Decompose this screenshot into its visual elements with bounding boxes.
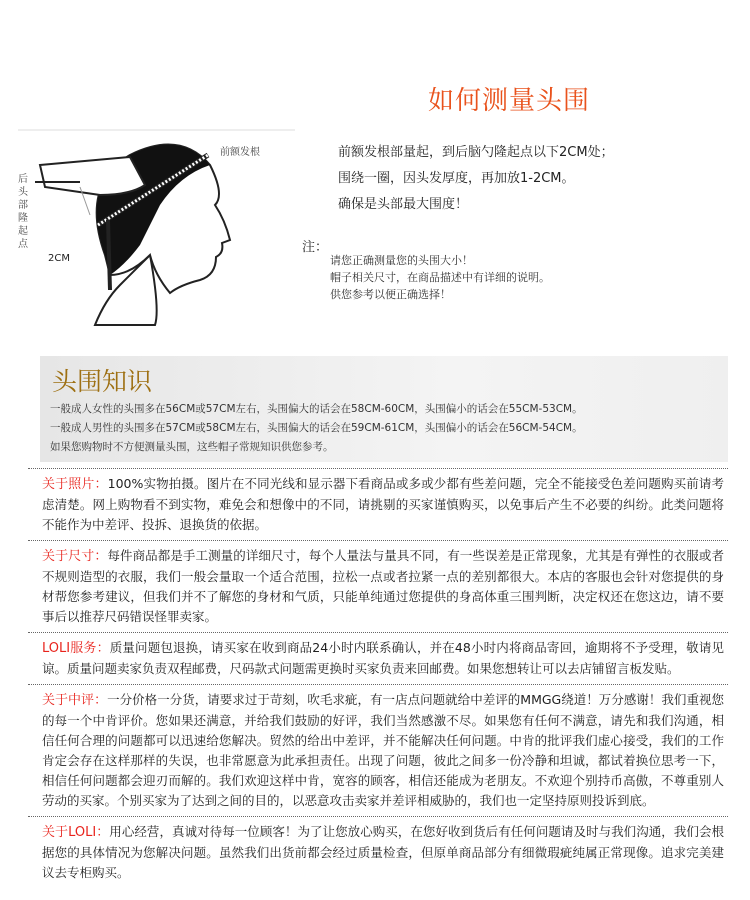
note-line: 请您正确测量您的头围大小！ xyxy=(330,254,473,267)
policy-sections xyxy=(28,466,728,886)
divider xyxy=(28,632,728,633)
section-about-loli xyxy=(28,819,728,886)
divider xyxy=(28,540,728,541)
section-label: LOLI服务： xyxy=(42,641,110,656)
knowledge-line: 如果您购物时不方便测量头围，这些帽子常规知识供您参考。 xyxy=(50,441,334,453)
note-label: 注： xyxy=(302,240,329,255)
divider xyxy=(28,816,728,817)
section-text: 一分价格一分货，请要求过于苛刻，吹毛求疵，有一店点问题就给中差评的MMGG绕道！万分感谢！我们重视您的每一个中肯评价。您如果还满意，并给我们鼓励的好评，我们当然感激不尽。如果您有任何不满意，请先和我们沟通，相信任何合理的问题都可以迅速给您解决。贸然的给出中差评，并不能解决任何问题。中肯的批评我们虚心接受，我们的工作肯定会存在这样那样的失误，也非常愿意为此承担责任。出现了问题，彼此之间多一份冷静和坦诚，都试着换位思考一下，相信任何问题都会迎刃而解的。我们欢迎这样中肯，宽容的顾客，相信还能成为老朋友。不欢迎个别持币高傲，不尊重别人劳动的买家。个别买家为了达到之间的目的，以恶意攻击卖家并差评相威胁的，我们也一定坚持原则投诉到底。 xyxy=(42,692,724,808)
note-line: 帽子相关尺寸，在商品描述中有详细的说明。 xyxy=(330,271,550,284)
note-lines xyxy=(330,252,550,303)
divider xyxy=(28,684,728,685)
section-label: 关于尺寸： xyxy=(42,549,108,564)
section-text: 质量问题包退换，请买家在收到商品24小时内联系确认，并在48小时内将商品寄回，逾期将不予受理，敬请见谅。质量问题卖家负责双程邮费，尺码款式问题需更换时买家负责来回邮费。如果您想转让可以去店铺留言板发贴。 xyxy=(42,640,724,676)
knowledge-line: 一般成人男性的头围多在57CM或58CM左右，头围偏大的话会在59CM-61CM，头围偏小的话会在56CM-54CM。 xyxy=(50,422,583,434)
section-text: 用心经营，真诚对待每一位顾客！为了让您放心购买，在您好收到货后有任何问题请及时与我们沟通，我们会根据您的具体情况为您解决问题。虽然我们出货前都会经过质量检查，但原单商品部分有细微瑕疵纯属正常现像。追求完美建议去专柜购买。 xyxy=(42,824,724,880)
note-line: 供您参考以便正确选择！ xyxy=(330,288,451,301)
measurement-instructions xyxy=(338,140,614,218)
instruction-line: 前额发根部量起，到后脑勺隆起点以下2CM处； xyxy=(338,145,614,160)
section-text: 100%实物拍摄。图片在不同光线和显示器下看商品或多或少都有些差问题，完全不能接受色差问题购买前请考虑清楚。网上购物看不到实物，难免会和想像中的不同，请挑剔的买家谨慎购买，以免事后产生不必要的纠纷。此类问题将不能作为中差评、投拆、退换货的依据。 xyxy=(42,476,724,532)
section-text: 每件商品都是手工测量的详细尺寸，每个人量法与量具不同，有一些误差是正常现象，尤其是有弹性的衣服或者不规则造型的衣服，我们一般会量取一个适合范围，拉松一点或者拉紧一点的差别都很大。本店的客服也会针对您提供的身材帮您参考建议，但我们并不了解您的身材和气质，只能单纯通过您提供的身高体重三围判断，决定权还在您这边，请不要事后以推荐尺码错误怪罪卖家。 xyxy=(42,548,724,624)
page-title: 如何测量头围 xyxy=(428,86,591,116)
head-measurement-illustration xyxy=(10,125,295,335)
divider xyxy=(28,468,728,469)
section-label: 关于照片： xyxy=(42,477,108,492)
instruction-line: 确保是头部最大围度！ xyxy=(338,197,469,212)
section-service xyxy=(28,635,728,682)
head-size-knowledge-panel xyxy=(40,356,728,462)
section-reviews xyxy=(28,687,728,814)
section-label: 关于LOLI： xyxy=(42,825,110,840)
instruction-line: 围绕一圈，因头发厚度，再加放1-2CM。 xyxy=(338,171,575,186)
offset-label: 2CM xyxy=(48,253,70,264)
back-head-label: 后头部隆起点 xyxy=(18,174,28,250)
section-size xyxy=(28,543,728,630)
section-label: 关于中评： xyxy=(42,693,108,708)
front-hairline-label: 前额发根 xyxy=(220,147,260,158)
knowledge-title: 头围知识 xyxy=(52,367,153,396)
section-photos xyxy=(28,471,728,538)
knowledge-line: 一般成人女性的头围多在56CM或57CM左右，头围偏大的话会在58CM-60CM，头围偏小的话会在55CM-53CM。 xyxy=(50,403,583,415)
